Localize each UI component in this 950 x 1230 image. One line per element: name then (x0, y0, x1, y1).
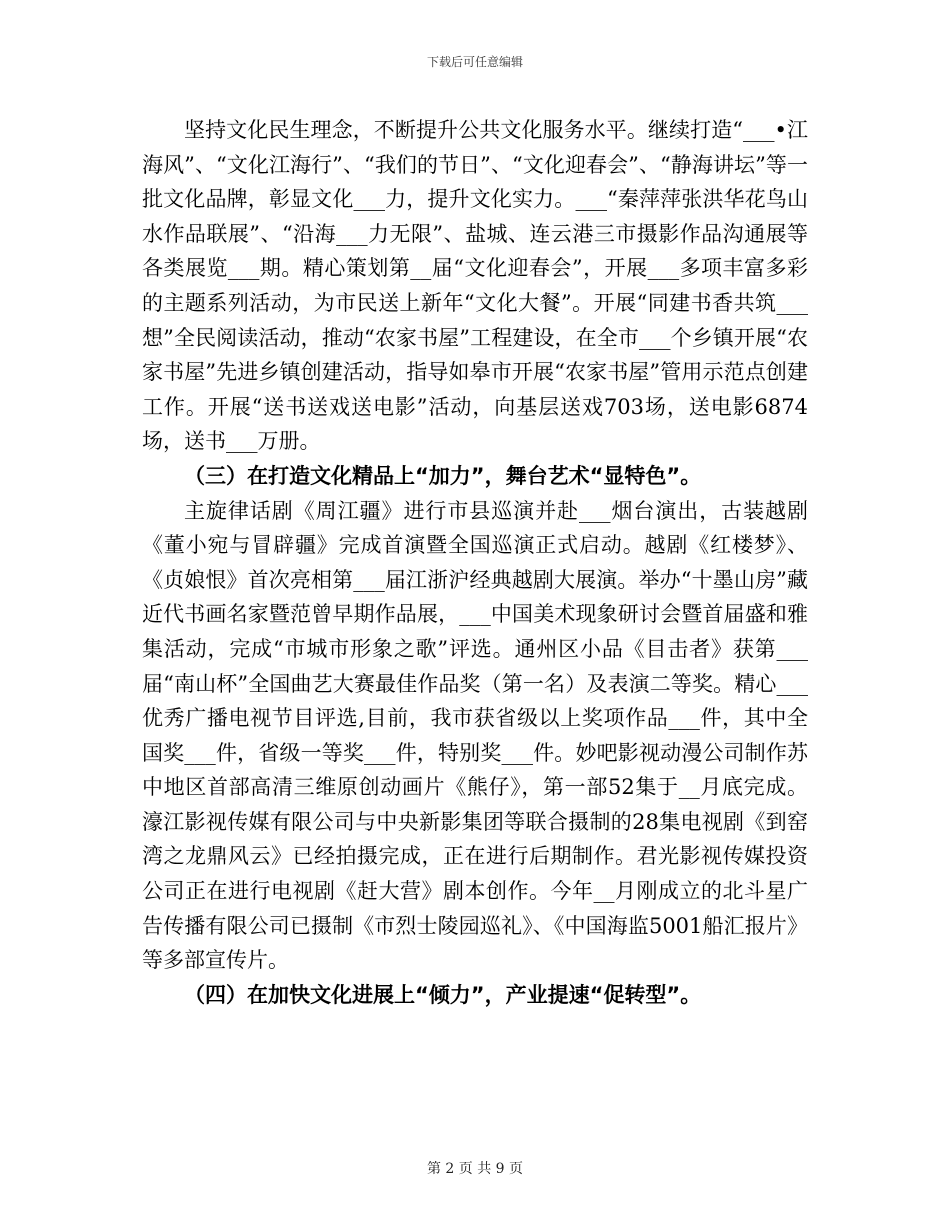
section-heading-3: （三）在打造文化精品上“加力”，舞台艺术“显特色”。 (184, 463, 702, 488)
header-note: 下载后可任意编辑 (426, 55, 523, 69)
paragraph-stage-arts: 主旋律话剧《周江疆》进行市县巡演并赴___烟台演出，古装越剧《董小宛与冒辟疆》完成首演暨全国巡演正式启动。越剧《红楼梦》、《贞娘恨》首次亮相第___届江浙沪经典越剧大展演。举办“十墨山房”藏近代书画名家暨范曾早期作品展，___中国美术现象研讨会暨首届盛和雅集活动，完成“市城市形象之歌”评选。通州区小品《目击者》获第___届“南山杯”全国曲艺大赛最佳作品奖（第一名）及表演二等奖。精心___优秀广播电视节目评选,目前，我市获省级以上奖项作品___件，其中全国奖___件，省级一等奖___件，特别奖___件。妙吧影视动漫公司制作苏中地区首部高清三维原创动画片《熊仔》，第一部52集于__月底完成。濠江影视传媒有限公司与中央新影集团等联合摄制的28集电视剧《到窑湾之龙鼎风云》已经拍摄完成，正在进行后期制作。君光影视传媒投资公司正在进行电视剧《赶大营》剧本创作。今年__月刚成立的北斗星广告传播有限公司已摄制《市烈士陵园巡礼》、《中国海监5001船汇报片》等多部宣传片。 (142, 498, 808, 973)
paragraph-culture-services: 坚持文化民生理念，不断提升公共文化服务水平。继续打造“___•江海风”、“文化江海行”、“我们的节日”、“文化迎春会”、“静海讲坛”等一批文化品牌，彰显文化___力，提升文化实力。___“秦萍萍张洪华花鸟山水作品联展”、“沿海___力无限”、盐城、连云港三市摄影作品沟通展等各类展览___期。精心策划第__届“文化迎春会”，开展___多项丰富多彩的主题系列活动，为市民送上新年“文化大餐”。开展“同建书香共筑___想”全民阅读活动，推动“农家书屋”工程建设，在全市___个乡镇开展“农家书屋”先进乡镇创建活动，指导如皋市开展“农家书屋”管用示范点创建工作。开展“送书送戏送电影”活动，向基层送戏703场，送电影6874场，送书___万册。 (142, 118, 808, 454)
body-text (142, 113, 808, 1012)
page-number: 第 2 页 共 9 页 (426, 1161, 524, 1177)
section-heading-4: （四）在加快文化进展上“倾力”，产业提速“促转型”。 (184, 982, 702, 1007)
